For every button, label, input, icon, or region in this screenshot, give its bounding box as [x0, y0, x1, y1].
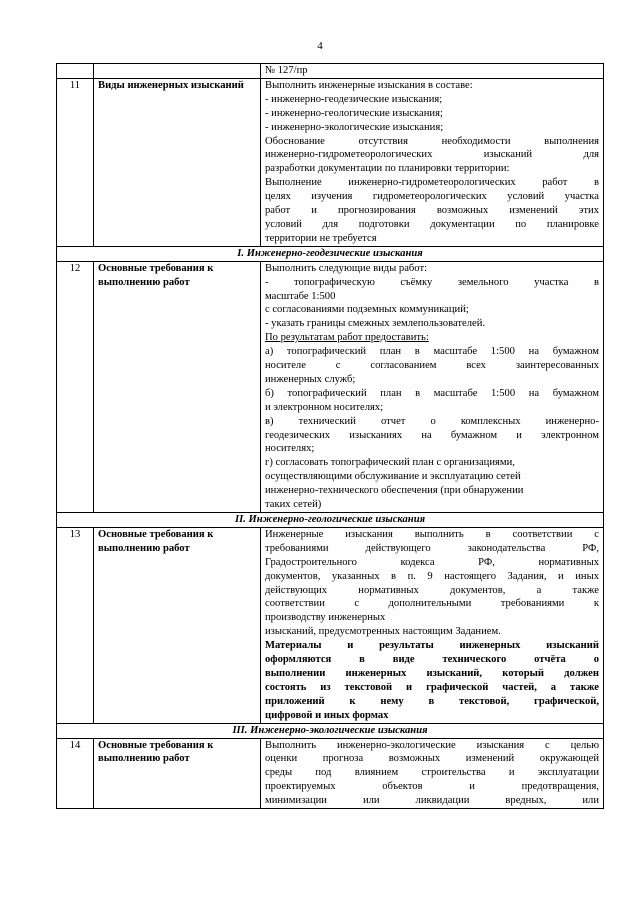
- content-line: целях изучения гидрометеорологических условий участка: [265, 191, 599, 203]
- row-number: 12: [57, 261, 94, 512]
- row-name-cell: [94, 64, 261, 79]
- content-line: Градостроительного кодекса РФ, нормативных: [265, 556, 599, 568]
- content-line: оценки прогноза возможных изменений окружающей: [265, 753, 599, 765]
- content-line: инженерно-гидрометеорологических изысканий для: [265, 149, 599, 161]
- content-line: г) согласовать топографический план с организациями,: [265, 457, 515, 469]
- content-line: Выполнение инженерно-гидрометеорологических работ в: [265, 177, 599, 189]
- content-line: среды под влиянием строительства и эксплуатации: [265, 767, 599, 779]
- section-heading: I. Инженерно-геодезические изыскания: [57, 246, 604, 261]
- content-line: состоять из текстовой и графической частей, а также: [265, 681, 599, 693]
- content-line: Материалы и результаты инженерных изысканий: [265, 640, 599, 652]
- content-line: документов, указанных в п. 9 настоящего Задания, и иных: [265, 570, 599, 582]
- content-line: - инженерно-экологические изыскания;: [265, 121, 444, 133]
- row-name: Основные требования к выполнению работ: [94, 261, 261, 512]
- content-line: работ и прогнозирования возможных изменений этих: [265, 205, 599, 217]
- row-content-cell: № 127/пр: [261, 64, 604, 79]
- content-line: изысканий, предусмотренных настоящим Заданием.: [265, 626, 501, 638]
- content-line: масштабе 1:500: [265, 290, 336, 302]
- content-line: Выполнить инженерные изыскания в составе:: [265, 79, 473, 91]
- content-line: приложений к нему в текстовой, графической,: [265, 695, 599, 707]
- content-line: инженерно-технического обеспечения (при обнаружении: [265, 485, 524, 497]
- page-number: 4: [317, 40, 323, 52]
- table-row: [57, 78, 604, 246]
- content-line: Инженерные изыскания выполнить в соответствии с: [265, 528, 599, 540]
- content-line: таких сетей): [265, 499, 322, 511]
- content-line: Выполнить инженерно-экологические изыскания с целью: [265, 739, 599, 751]
- content-line: - указать границы смежных землепользователей.: [265, 318, 486, 330]
- requirements-table: [56, 63, 604, 809]
- row-name: Виды инженерных изысканий: [94, 78, 261, 246]
- content-line: носителе с согласованием всех заинтересованных: [265, 360, 599, 372]
- section-row: [57, 246, 604, 261]
- content-line: Выполнить следующие виды работ:: [265, 262, 428, 274]
- section-heading: III. Инженерно-экологические изыскания: [57, 723, 604, 738]
- content-line: территории не требуется: [265, 232, 377, 244]
- section-row: [57, 513, 604, 528]
- content-line: условий для подготовки документации по планировке: [265, 218, 599, 230]
- row-content: [261, 261, 604, 512]
- content-line: минимизации или ликвидации вредных, или: [265, 795, 599, 807]
- row-content: [261, 738, 604, 809]
- content-line: геодезических изысканиях на бумажном и электронном: [265, 429, 599, 441]
- table-row: [57, 64, 604, 79]
- content-line: носителях;: [265, 443, 315, 455]
- section-heading: II. Инженерно-геологические изыскания: [57, 513, 604, 528]
- content-line: инженерных служб;: [265, 373, 356, 385]
- content-line: - инженерно-геологические изыскания;: [265, 107, 443, 119]
- content-line: По результатам работ предоставить:: [265, 332, 429, 344]
- row-content: [261, 78, 604, 246]
- table-row: [57, 527, 604, 723]
- content-line: в) технический отчет о комплексных инженерно-: [265, 415, 599, 427]
- row-number: 11: [57, 78, 94, 246]
- section-row: [57, 723, 604, 738]
- content-line: действующих нормативных документов, а также: [265, 584, 599, 596]
- content-line: и электронном носителях;: [265, 401, 384, 413]
- content-line: - инженерно-геодезические изыскания;: [265, 93, 443, 105]
- content-line: - топографическую съёмку земельного участка в: [265, 276, 599, 288]
- content-line: цифровой и иных формах: [265, 709, 389, 721]
- row-number: 14: [57, 738, 94, 809]
- row-name: Основные требования к выполнению работ: [94, 738, 261, 809]
- content-line: соответствии с дополнительными требованиями к: [265, 598, 599, 610]
- row-name: Основные требования к выполнению работ: [94, 527, 261, 723]
- content-line: разработки документации по планировки территории:: [265, 163, 510, 175]
- content-line: Обоснование отсутствия необходимости выполнения: [265, 135, 599, 147]
- table-row: [57, 738, 604, 809]
- content-line: оформляются в виде технического отчёта о: [265, 654, 599, 666]
- table-row: [57, 261, 604, 512]
- content-line: б) топографический план в масштабе 1:500 на бумажном: [265, 387, 599, 399]
- row-number: 13: [57, 527, 94, 723]
- content-line: а) топографический план в масштабе 1:500 на бумажном: [265, 346, 599, 358]
- content-line: осуществляющими обслуживание и эксплуатацию сетей: [265, 471, 521, 483]
- content-line: выполнении инженерных изысканий, который должен: [265, 667, 599, 679]
- content-line: производству инженерных: [265, 612, 386, 624]
- row-content: [261, 527, 604, 723]
- row-number-cell: [57, 64, 94, 79]
- content-line: с согласованиями подземных коммуникаций;: [265, 304, 469, 316]
- content-line: проектируемых объектов и предотвращения,: [265, 781, 599, 793]
- content-line: требованиями действующего законодательства РФ,: [265, 542, 599, 554]
